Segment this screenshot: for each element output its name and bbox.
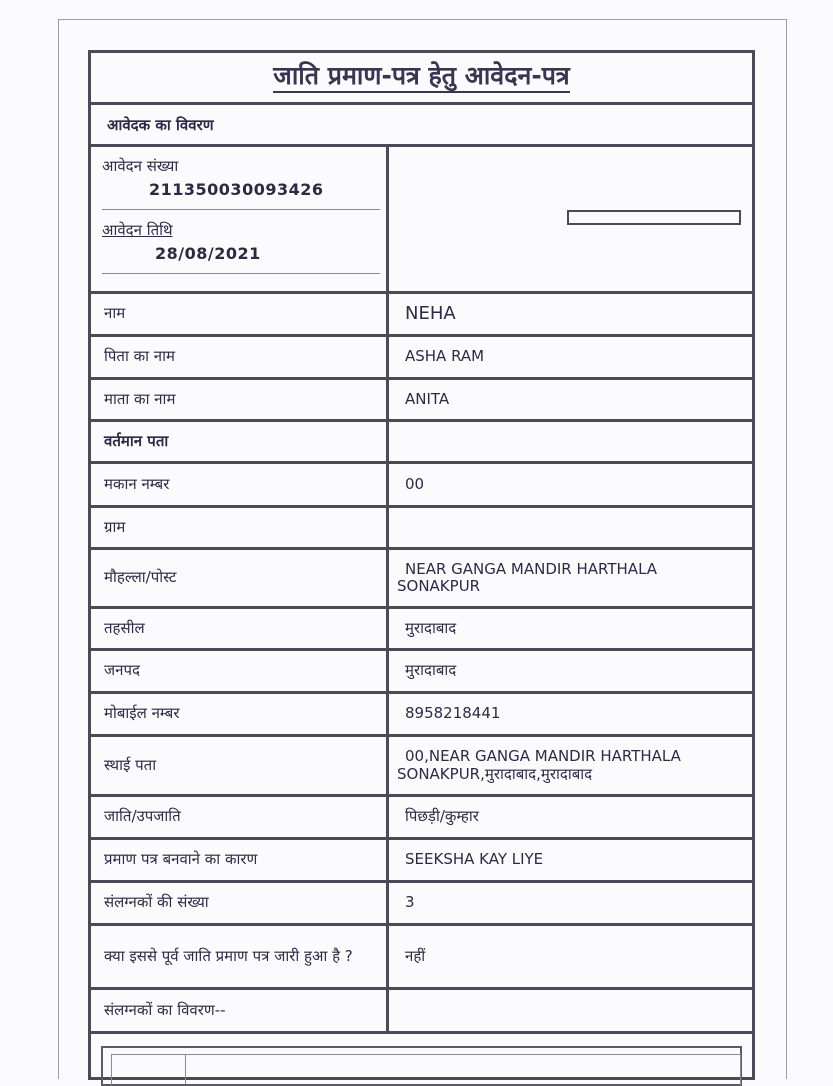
attachments-table <box>101 1046 742 1086</box>
row-value: NEHA <box>405 302 456 324</box>
row-value: ASHA RAM <box>405 347 485 366</box>
row-house-number <box>91 464 752 508</box>
form-title: जाति प्रमाण-पत्र हेतु आवेदन-पत्र <box>273 62 569 93</box>
row-value: 8958218441 <box>405 704 501 723</box>
row-label: प्रमाण पत्र बनवाने का कारण <box>91 840 389 880</box>
section-heading: आवेदक का विवरण <box>91 105 752 147</box>
row-label: वर्तमान पता <box>91 422 389 461</box>
row-district <box>91 651 752 694</box>
row-previous-certificate <box>91 926 752 990</box>
row-mother-name <box>91 380 752 422</box>
row-value: SEEKSHA KAY LIYE <box>405 850 544 869</box>
row-attachment-details <box>91 990 752 1034</box>
row-value <box>389 550 752 606</box>
row-label: जनपद <box>91 651 389 691</box>
row-label: तहसील <box>91 609 389 648</box>
row-value <box>389 422 752 461</box>
row-permanent-address <box>91 737 752 797</box>
row-label: मौहल्ला/पोस्ट <box>91 550 389 606</box>
row-label: संलग्नकों की संख्या <box>91 883 389 923</box>
row-value: ANITA <box>405 389 450 408</box>
row-name <box>91 294 752 337</box>
divider <box>102 209 380 210</box>
row-label: मोबाईल नम्बर <box>91 694 389 734</box>
row-label: ग्राम <box>91 508 389 547</box>
application-date-label: आवेदन तिथि <box>102 221 173 239</box>
row-value: नहीं <box>405 946 426 965</box>
application-number: 211350030093426 <box>149 180 324 199</box>
row-value <box>389 990 752 1031</box>
form-title-row <box>91 53 752 105</box>
row-label: पिता का नाम <box>91 337 389 377</box>
row-label: संलग्नकों का विवरण-- <box>91 990 389 1031</box>
row-value: 00 <box>405 474 425 493</box>
attachments-table-column-divider <box>185 1054 186 1084</box>
row-mobile <box>91 694 752 737</box>
row-caste <box>91 797 752 840</box>
row-locality-post <box>91 550 752 609</box>
application-date: 28/08/2021 <box>155 244 261 263</box>
attachments-table-inner <box>111 1054 741 1085</box>
row-attachment-count <box>91 883 752 926</box>
caste-certificate-application-form <box>88 50 755 1080</box>
application-number-label: आवेदन संख्या <box>102 157 179 175</box>
row-label: क्या इससे पूर्व जाति प्रमाण पत्र जारी हुआ है ? <box>91 926 389 987</box>
row-value: पिछड़ी/कुम्हार <box>405 807 479 826</box>
row-label: नाम <box>91 294 389 334</box>
row-value <box>389 737 752 794</box>
application-meta-cell <box>91 147 389 291</box>
photo-placeholder-box <box>567 210 741 225</box>
row-tehsil <box>91 609 752 651</box>
divider <box>102 273 380 274</box>
row-value-text: NEAR GANGA MANDIR HARTHALA SONAKPUR <box>397 559 658 595</box>
row-value: मुरादाबाद <box>405 618 457 637</box>
row-value <box>389 508 752 547</box>
row-current-address <box>91 422 752 464</box>
row-label: मकान नम्बर <box>91 464 389 505</box>
row-label: जाति/उपजाति <box>91 797 389 837</box>
application-meta-row <box>91 147 752 294</box>
row-father-name <box>91 337 752 380</box>
row-value-text: 00,NEAR GANGA MANDIR HARTHALA SONAKPUR,मुरादाबाद,मुरादाबाद <box>397 747 681 783</box>
row-village <box>91 508 752 550</box>
row-value: 3 <box>405 893 415 912</box>
row-label: माता का नाम <box>91 380 389 419</box>
row-label: स्थाई पता <box>91 737 389 794</box>
row-value: मुरादाबाद <box>405 661 457 680</box>
row-reason <box>91 840 752 883</box>
